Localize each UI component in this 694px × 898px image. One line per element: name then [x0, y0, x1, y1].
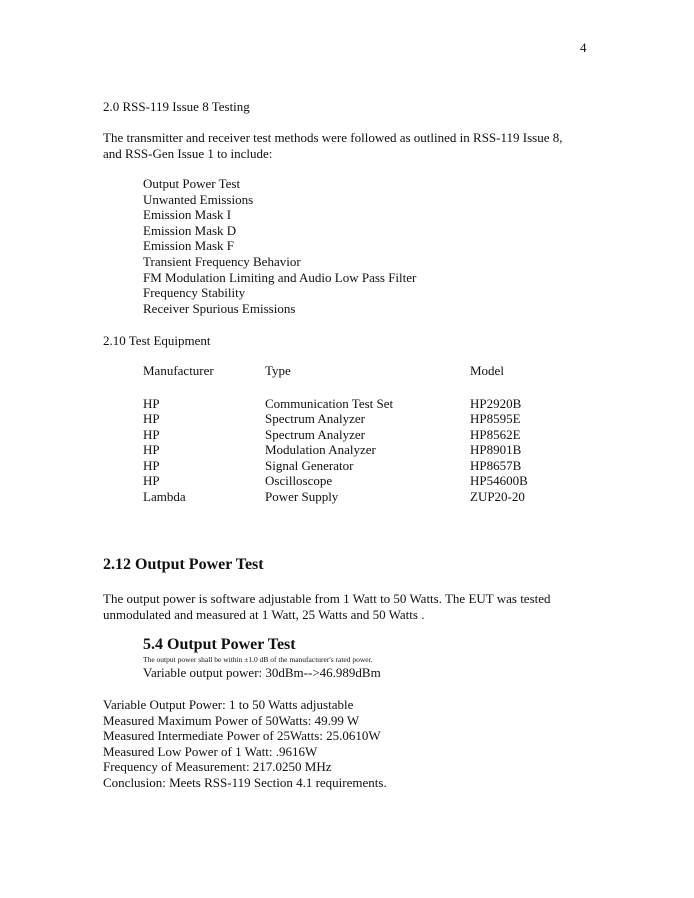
section-5-4-heading: 5.4 Output Power Test	[143, 636, 296, 653]
cell-manufacturer: HP	[143, 411, 160, 427]
results-list	[103, 697, 387, 791]
cell-model: HP8562E	[470, 426, 521, 442]
result-line: Measured Low Power of 1 Watt: .9616W	[103, 743, 318, 759]
list-item: Emission Mask D	[143, 222, 237, 238]
column-header-manufacturer: Manufacturer	[143, 363, 214, 378]
list-item: FM Modulation Limiting and Audio Low Pass Filter	[143, 269, 417, 285]
cell-manufacturer: HP	[143, 442, 160, 458]
section-2-10-heading: 2.10 Test Equipment	[103, 333, 211, 348]
cell-type: Power Supply	[265, 489, 339, 505]
cell-type: Communication Test Set	[265, 395, 394, 411]
cell-model: HP2920B	[470, 395, 522, 411]
list-item: Emission Mask I	[143, 207, 232, 223]
requirement-note: The output power shall be within ±1.0 dB of the manufacturer's rated power.	[143, 655, 373, 664]
list-item: Unwanted Emissions	[143, 191, 254, 207]
result-line: Conclusion: Meets RSS-119 Section 4.1 requirements.	[103, 774, 387, 790]
section-2-0-intro	[103, 130, 603, 161]
test-list	[143, 176, 416, 316]
result-line: Frequency of Measurement: 217.0250 MHz	[103, 759, 332, 775]
intro-line-2: and RSS-Gen Issue 1 to include:	[103, 145, 273, 161]
list-item: Frequency Stability	[143, 285, 246, 301]
intro-line-1: The transmitter and receiver test methods were followed as outlined in RSS-119 Issue 8,	[103, 130, 563, 145]
cell-type: Modulation Analyzer	[265, 442, 376, 458]
result-line: Measured Maximum Power of 50Watts: 49.99 W	[103, 712, 360, 728]
cell-model: HP8901B	[470, 442, 522, 458]
table-header-row	[143, 363, 550, 396]
cell-type: Spectrum Analyzer	[265, 426, 365, 442]
table-row	[143, 442, 550, 458]
list-item: Receiver Spurious Emissions	[143, 300, 296, 316]
cell-manufacturer: HP	[143, 457, 160, 473]
paragraph-line-1: The output power is software adjustable from 1 Watt to 50 Watts. The EUT was tested	[103, 591, 551, 606]
paragraph-line-2: unmodulated and measured at 1 Watt, 25 Watts and 50 Watts .	[103, 606, 425, 622]
cell-model: HP8657B	[470, 457, 522, 473]
cell-model: ZUP20-20	[470, 489, 525, 505]
column-header-type: Type	[265, 363, 291, 378]
result-line: Measured Intermediate Power of 25Watts: 25.0610W	[103, 728, 381, 744]
section-2-12-paragraph	[103, 591, 603, 622]
table-row	[143, 473, 550, 489]
cell-manufacturer: HP	[143, 473, 160, 489]
table-row	[143, 489, 550, 505]
table-row	[143, 396, 550, 412]
cell-type: Spectrum Analyzer	[265, 411, 365, 427]
column-header-model: Model	[470, 363, 504, 378]
cell-model: HP8595E	[470, 411, 521, 427]
cell-model: HP54600B	[470, 473, 528, 489]
result-line: Variable Output Power: 1 to 50 Watts adjustable	[103, 697, 354, 712]
variable-output-power: Variable output power: 30dBm-->46.989dBm	[143, 665, 381, 680]
table-row	[143, 427, 550, 443]
page-number: 4	[580, 40, 587, 55]
section-2-0-heading: 2.0 RSS-119 Issue 8 Testing	[103, 99, 250, 114]
cell-manufacturer: HP	[143, 426, 160, 442]
table-row	[143, 458, 550, 474]
equipment-table	[143, 363, 550, 505]
section-2-12-heading: 2.12 Output Power Test	[103, 556, 264, 573]
cell-type: Oscilloscope	[265, 473, 333, 489]
table-row	[143, 411, 550, 427]
cell-type: Signal Generator	[265, 457, 354, 473]
list-item: Transient Frequency Behavior	[143, 253, 301, 269]
list-item: Emission Mask F	[143, 238, 235, 254]
cell-manufacturer: Lambda	[143, 489, 186, 505]
cell-manufacturer: HP	[143, 395, 160, 411]
list-item: Output Power Test	[143, 176, 241, 191]
